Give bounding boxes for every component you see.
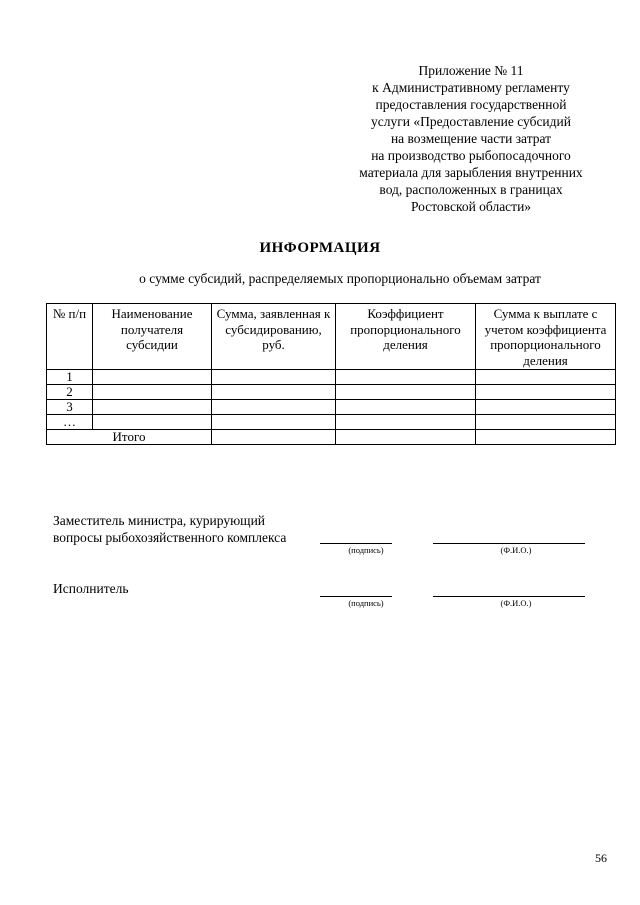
table-row [47,370,616,385]
appendix-line: Приложение № 11 [418,63,524,78]
document-subtitle: о сумме субсидий, распределяемых пропорционально объемам затрат [139,271,541,286]
table-cell [336,370,476,385]
column-header-payout-amount: Сумма к выплате с учетом коэффициента пропорционального деления [476,304,616,370]
table-cell [93,385,212,400]
appendix-line: предоставления государственной [375,97,567,112]
deputy-signature-caption: (подпись) [348,545,384,555]
table-cell [476,385,616,400]
table-cell [93,370,212,385]
table-cell [212,430,336,445]
table-cell [476,415,616,430]
executor-signature-caption: (подпись) [348,598,384,608]
table-cell [336,430,476,445]
executor-signature-line [320,596,392,597]
appendix-line: материала для зарыбления внутренних [359,165,583,180]
column-header-number: № п/п [47,304,93,370]
table-row [47,400,616,415]
appendix-line: услуги «Предоставление субсидий [371,114,571,129]
appendix-header [340,62,602,215]
appendix-line: к Административному регламенту [372,80,570,95]
row-number-cell: 3 [47,400,93,415]
table-row [47,415,616,430]
table-cell [336,400,476,415]
table-cell [212,385,336,400]
column-header-recipient: Наименование получателя субсидии [93,304,212,370]
table-cell [476,400,616,415]
page-number: 56 [595,851,607,865]
appendix-line: вод, расположенных в границах [379,182,563,197]
appendix-line: Ростовской области» [410,199,532,214]
row-number-cell: 2 [47,385,93,400]
deputy-name-caption: (Ф.И.О.) [500,545,532,555]
deputy-signature-line [320,543,392,544]
table-header-row [47,304,616,370]
column-header-coefficient: Коэффициент пропорционального деления [336,304,476,370]
deputy-label-line: Заместитель министра, курирующий [53,513,266,528]
total-label: Итого [47,430,212,445]
appendix-line: на производство рыбопосадочного [371,148,571,163]
table-cell [212,415,336,430]
table-cell [336,415,476,430]
table-cell [93,400,212,415]
table-cell [336,385,476,400]
table-row [47,385,616,400]
executor-label: Исполнитель [53,581,129,596]
subsidy-table [46,303,616,445]
table-cell [212,370,336,385]
table-cell [476,370,616,385]
row-number-cell: … [47,415,93,430]
column-header-claimed-amount: Сумма, заявленная к субсидированию, руб. [212,304,336,370]
table-cell [93,415,212,430]
executor-name-line [433,596,585,597]
deputy-name-line [433,543,585,544]
table-cell [476,430,616,445]
executor-name-caption: (Ф.И.О.) [500,598,532,608]
appendix-line: на возмещение части затрат [390,131,552,146]
row-number-cell: 1 [47,370,93,385]
table-cell [212,400,336,415]
deputy-signature-label [53,512,286,546]
deputy-label-line: вопросы рыбохозяйственного комплекса [53,530,287,545]
total-row [47,430,616,445]
document-title: ИНФОРМАЦИЯ [259,240,381,256]
